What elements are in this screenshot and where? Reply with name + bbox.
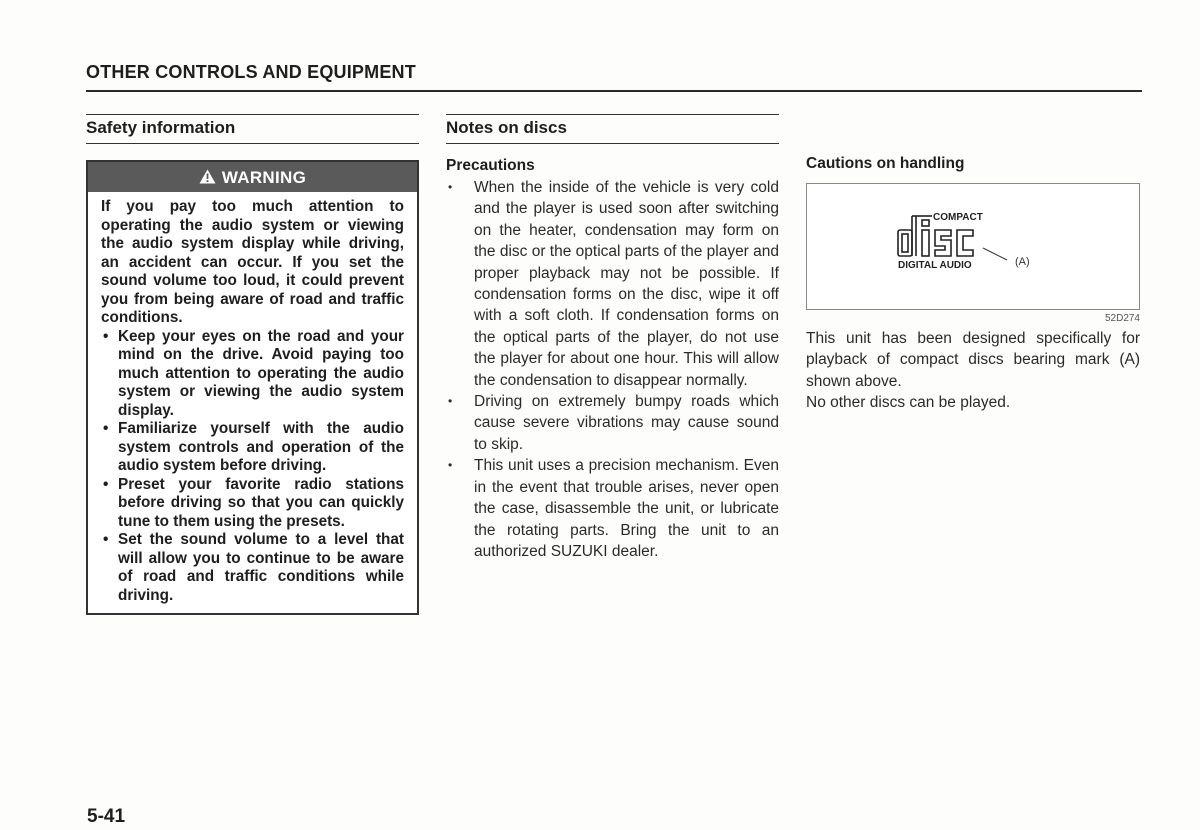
warning-list [101, 328, 404, 606]
precautions-title: Precautions [446, 157, 535, 174]
page-number: 5-41 [87, 806, 126, 827]
logo-bottom-text: DIGITAL AUDIO [898, 260, 972, 271]
warning-item: • Keep your eyes on the road and your mind on the drive. Avoid paying too much attention to operating the audio system or viewing the audio system display. [101, 328, 404, 421]
warning-item: • Set the sound volume to a level that will allow you to continue to be aware of road and traffic conditions while driving. [101, 531, 404, 605]
notes-column [446, 114, 779, 562]
precautions-list [446, 177, 779, 562]
handling-column [806, 155, 1140, 414]
warning-triangle-icon [199, 163, 216, 194]
safety-column [86, 114, 419, 615]
logo-top-text: COMPACT [933, 212, 983, 223]
disc-logo-figure [806, 183, 1140, 310]
page-header: OTHER CONTROLS AND EQUIPMENT [86, 62, 416, 82]
header-rule [86, 90, 1142, 92]
warning-intro: If you pay too much attention to operating the audio system or viewing the audio system display while driving, an accident can occur. If you set the sound volume too loud, it could prevent you from being aware of road and traffic conditions. [101, 198, 404, 326]
warning-box [86, 160, 419, 615]
warning-item: • Familiarize yourself with the audio system controls and operation of the audio system before driving. [101, 420, 404, 476]
precaution-item: • Driving on extremely bumpy roads which cause severe vibrations may cause sound to skip. [446, 391, 779, 455]
safety-title: Safety information [86, 114, 419, 144]
compact-disc-logo [887, 210, 1067, 280]
warning-label: WARNING [221, 168, 307, 187]
warning-item: • Preset your favorite radio stations before driving so that you can quickly tune to them using the presets. [101, 476, 404, 532]
handling-text: This unit has been designed specifically for playback of compact discs bearing mark (A) shown above. [806, 330, 1140, 390]
handling-title: Cautions on handling [806, 155, 965, 172]
figure-code: 52D274 [1104, 313, 1140, 324]
warning-header [88, 162, 417, 192]
precaution-item: • This unit uses a precision mechanism. Even in the event that trouble arises, never open the case, disassemble the unit, or lubricate the rotating parts. Bring the unit to an authorized SUZUKI dealer. [446, 455, 779, 562]
callout-label: (A) [1015, 256, 1030, 268]
precaution-item: • When the inside of the vehicle is very cold and the player is used soon after switching on the heater, condensation may form on the disc or the optical parts of the player and proper playback may not be possible. If condensation forms on the disc, wipe it off with a soft cloth. If condensation forms on the optical parts of the player, do not use the player for about one hour. This will allow the condensation to disappear normally. [446, 177, 779, 391]
notes-title: Notes on discs [446, 114, 779, 144]
handling-note: No other discs can be played. [806, 394, 1011, 412]
warning-body [88, 192, 417, 613]
